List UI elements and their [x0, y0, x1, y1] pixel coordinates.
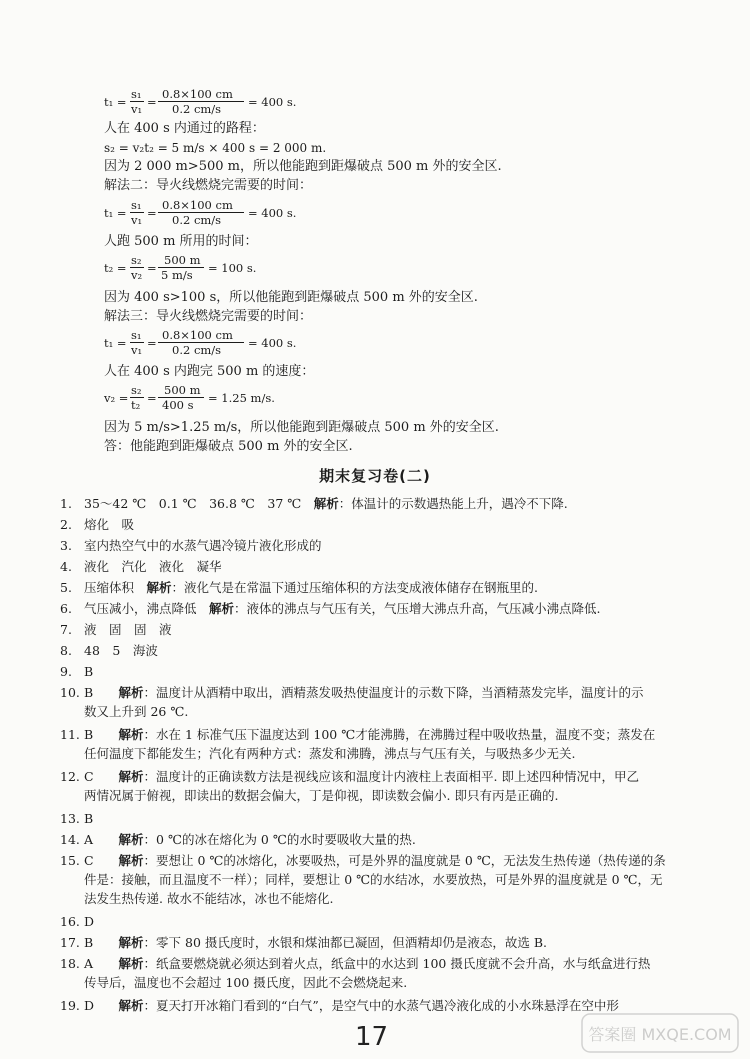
text-line: 因为 400 s>100 s，所以他能跑到距爆破点 500 m 外的安全区. [104, 290, 478, 305]
formula-num2: 0.8×100 cm [162, 87, 233, 101]
formula-den2: 0.2 cm/s [172, 102, 222, 116]
formula-num1: s₁ [131, 87, 142, 101]
question-item: 8. 48 5 海波 [60, 643, 158, 658]
page-number: 17 [355, 1022, 389, 1052]
formula-rhs: = 400 s. [248, 95, 297, 109]
question-item: 16. D [60, 914, 95, 929]
question-item: 5. 压缩体积 解析：液化气是在常温下通过压缩体积的方法变成液体储存在钢瓶里的. [60, 580, 539, 595]
question-item: 9. B [60, 664, 94, 679]
text-line: 解法二：导火线燃烧完需要的时间： [104, 178, 313, 193]
question-continuation: 件是：接触，而且温度不一样）；同样，要想让 0 ℃的水结冰，水要放热，可是外界的温度就是 0 ℃，无 [84, 872, 663, 887]
question-continuation: 传导后，温度也不会超过 100 摄氏度，因此不会燃烧起来. [84, 975, 408, 990]
question-item: 11. B 解析：水在 1 标准气压下温度达到 100 ℃才能沸腾，在沸腾过程中吸收热量，温度不变；蒸发在 [60, 727, 656, 742]
text-line: 答：他能跑到距爆破点 500 m 外的安全区. [104, 439, 353, 454]
question-item: 17. B 解析：零下 80 摄氏度时，水银和煤油都已凝固，但酒精却仍是液态，故选 B. [60, 935, 548, 950]
question-item: 19. D 解析：夏天打开冰箱门看到的“白气”，是空气中的水蒸气遇冷液化成的小水珠悬浮在空中形 [60, 998, 619, 1013]
text-line: 人跑 500 m 所用的时间： [104, 234, 258, 249]
question-item: 7. 液 固 固 液 [60, 622, 172, 637]
question-item: 4. 液化 汽化 液化 凝华 [60, 559, 222, 574]
watermark-icon [580, 1010, 740, 1055]
question-continuation: 任何温度下都能发生；汽化有两种方式：蒸发和沸腾，沸点与气压有关，与吸热多少无关. [84, 746, 576, 761]
question-continuation: 两情况属于俯视，即读出的数据会偏大，丁是仰视，即读数会偏小. 即只有丙是正确的. [84, 788, 559, 803]
question-item: 3. 室内热空气中的水蒸气遇冷镜片液化形成的 [60, 538, 322, 553]
question-item: 1. 35～42 ℃ 0.1 ℃ 36.8 ℃ 37 ℃ 解析：体温计的示数遇热能上升，遇冷不下降. [60, 496, 568, 511]
section-title: 期末复习卷(二) [319, 467, 431, 485]
question-continuation: 数又上升到 26 ℃. [84, 704, 189, 719]
text-line: 人在 400 s 内通过的路程： [104, 121, 265, 136]
formula-den1: v₁ [131, 102, 143, 116]
text-line: 因为 2 000 m>500 m，所以他能跑到距爆破点 500 m 外的安全区. [104, 159, 502, 174]
text-line: 人在 400 s 内跑完 500 m 的速度： [104, 364, 315, 379]
document-page: t₁ = s₁ v₁ = 0.8×100 cm 0.2 cm/s = 400 s. 人在 400 s 内通过的路程： s₂ = v₂t₂ = 5 m/s × 400 s = 2 000 m. 因为 2 000 m>500 m，所以他能跑到距爆破点 500 m 外的安全区. 解法二：导火线燃烧完需要的时间： t₁ = s₁ v₁ = 0.8×100 cm 0.2 cm/s = 400 s. 人跑 500 m 所用的时间： t₂ = s₂ v₂ = 500 m 5 m/s = 100 s. 因为 400 s>100 s，所以他能跑到距爆破点 500 m 外的安全区. 解法三：导火线燃烧完需要的时间： t₁ = s₁ v₁ = 0.8×100 cm 0.2 cm/s = 400 s. 人在 400 s 内跑完 500 m 的速度： v₂ = s₂ t₂ = 500 m 400 s = 1.25 m/s. 因为 5 m/s>1.25 m/s，所以他能跑到距爆破点 500 m 外的安全区. 答：他能跑到距爆破点 500 m 外的安全区. 期末复习卷(二) 1. 35～42 ℃ 0.1 ℃ 36.8 ℃ 37 ℃ 解析：体温计的示数遇热能上升，遇冷不下降. 2. 熔化 吸 3. 室内热空气中的水蒸气遇冷镜片液化形成的 4. 液化 汽化 液化 凝华 5. 压缩体积 解析：液化气是在常温下通过压缩体积的方法变成液体储存在钢瓶里的. 6. 气压减小，沸点降低 解析：液体的沸点与气压有关，气压增大沸点升高，气压减小沸点降低. 7. 液 固 固 液 8. 48 5 海波 9. B 10. B 解析：温度计从酒精中取出，酒精蒸发吸热使温度计的示数下降，当酒精蒸发完毕，温度计的示 数又上升到 26 ℃. 11. B 解析：水在 1 标准气压下温度达到 100 ℃才能沸腾，在沸腾过程中吸收热量，温度不变；蒸发在 任何温度下都能发生；汽化有两种方式：蒸发和沸腾，沸点与气压有关，与吸热多少无关. 12. C 解析：温度计的正确读数方法是视线应该和温度计内液柱上表面相平. 即上述四种情况中，甲乙 两情况属于俯视，即读出的数据会偏大，丁是仰视，即读数会偏小. 即只有丙是正确的. 13. B 14. A 解析：0 ℃的冰在熔化为 0 ℃的水时要吸收大量的热. 15. C 解析：要想让 0 ℃的冰熔化，冰要吸热，可是外界的温度就是 0 ℃，无法发生热传递（热传递的条 件是：接触，而且温度不一样）；同样，要想让 0 ℃的水结冰，水要放热，可是外界的温度就是 0 ℃，无 法发生热传递. 故水不能结冰，冰也不能熔化. 16. D 17. B 解析：零下 80 摄氏度时，水银和煤油都已凝固，但酒精却仍是液态，故选 B. 18. A 解析：纸盒要燃烧就必须达到着火点，纸盒中的水达到 100 摄氏度就不会升高，水与纸盒进行热 传导后，温度也不会超过 100 摄氏度，因此不会燃烧起来. 19. D 解析：夏天打开冰箱门看到的“白气”，是空气中的水蒸气遇冷液化成的小水珠悬浮在空中形 17 答案圈 MXQE.COM [0, 0, 750, 1059]
question-item: 10. B 解析：温度计从酒精中取出，酒精蒸发吸热使温度计的示数下降，当酒精蒸发完毕，温度计的示 [60, 685, 644, 700]
text-line: 因为 5 m/s>1.25 m/s，所以他能跑到距爆破点 500 m 外的安全区. [104, 420, 499, 435]
question-item: 12. C 解析：温度计的正确读数方法是视线应该和温度计内液柱上表面相平. 即上述四种情况中，甲乙 [60, 769, 639, 784]
question-item: 6. 气压减小，沸点降低 解析：液体的沸点与气压有关，气压增大沸点升高，气压减小沸点降低. [60, 601, 601, 616]
watermark-logo [580, 1010, 740, 1055]
text-line: s₂ = v₂t₂ = 5 m/s × 400 s = 2 000 m. [104, 141, 327, 155]
question-item: 13. B [60, 811, 94, 826]
question-continuation: 法发生热传递. 故水不能结冰，冰也不能熔化. [84, 891, 334, 906]
question-item: 14. A 解析：0 ℃的冰在熔化为 0 ℃的水时要吸收大量的热. [60, 832, 416, 847]
question-item: 18. A 解析：纸盒要燃烧就必须达到着火点，纸盒中的水达到 100 摄氏度就不会升高，水与纸盒进行热 [60, 956, 651, 971]
svg-text:答案圈 MXQE.COM: 答案圈 MXQE.COM [588, 1025, 732, 1044]
question-item: 15. C 解析：要想让 0 ℃的冰熔化，冰要吸热，可是外界的温度就是 0 ℃，无法发生热传递（热传递的条 [60, 853, 666, 868]
text-line: 解法三：导火线燃烧完需要的时间： [104, 309, 313, 324]
formula-lhs: t₁ = [104, 95, 127, 109]
question-item: 2. 熔化 吸 [60, 517, 135, 532]
